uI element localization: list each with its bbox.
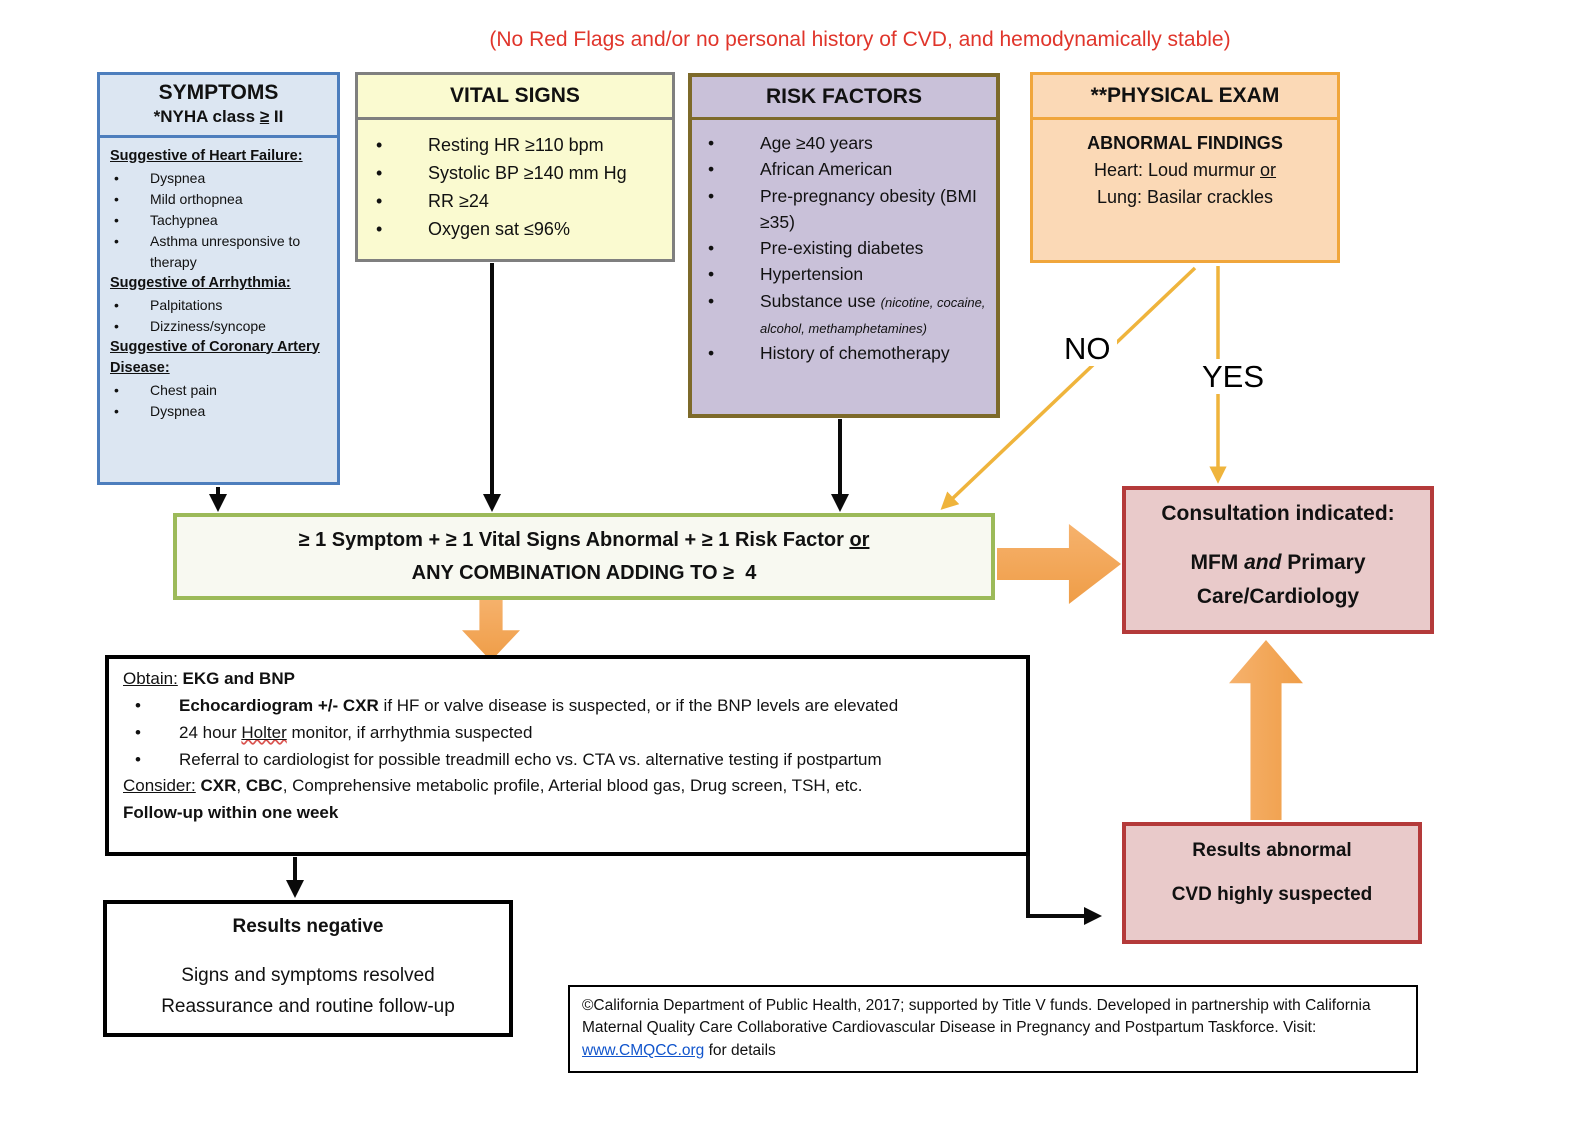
- list-item: • Age ≥40 years: [708, 130, 990, 156]
- risk-factors-title: RISK FACTORS: [692, 77, 996, 120]
- list-item-substance-use: • Substance use (nicotine, cocaine, alcohol, methamphetamines): [708, 288, 990, 341]
- bullet-icon: •: [114, 317, 119, 334]
- section-heading: Suggestive of Arrhythmia:: [110, 274, 291, 291]
- bullet-icon: •: [114, 169, 119, 186]
- followup-line: Follow-up within one week: [123, 803, 339, 823]
- bullet-icon: •: [135, 695, 141, 715]
- section-heading: Suggestive of Heart Failure:: [110, 148, 303, 164]
- physical-exam-title: **PHYSICAL EXAM: [1033, 75, 1337, 120]
- list-item: • Mild orthopnea: [110, 189, 329, 210]
- results-negative-line2: Reassurance and routine follow-up: [161, 996, 455, 1018]
- physical-exam-box: [1030, 72, 1340, 263]
- top-condition-note: (No Red Flags and/or no personal history of CVD, and hemodynamically stable): [489, 28, 1231, 51]
- arrow-workup-to-results-abnormal: [1028, 856, 1086, 916]
- bullet-icon: •: [376, 190, 383, 211]
- criteria-box: [173, 513, 995, 600]
- list-item: • Pre-pregnancy obesity (BMI ≥35): [708, 183, 990, 236]
- list-item: • History of chemotherapy: [708, 340, 990, 366]
- bullet-icon: •: [708, 290, 715, 311]
- bullet-icon: •: [135, 722, 141, 742]
- list-item: • Dyspnea: [110, 168, 329, 189]
- list-item: • Asthma unresponsive to therapy: [110, 231, 329, 273]
- list-item: • Tachypnea: [110, 210, 329, 231]
- vital-signs-body: [358, 120, 672, 252]
- branch-label-no: NO: [1058, 331, 1117, 366]
- consultation-detail: MFM and Primary Care/Cardiology: [1190, 551, 1366, 608]
- vital-signs-title: VITAL SIGNS: [358, 75, 672, 120]
- bullet-icon: •: [114, 403, 119, 419]
- list-item: • Hypertension: [708, 261, 990, 287]
- list-item: • Systolic BP ≥140 mm Hg: [376, 160, 664, 188]
- flow-arrow-abnormal-to-consultation: [1229, 640, 1303, 820]
- criteria-line2: ANY COMBINATION ADDING TO ≥ 4: [411, 561, 757, 584]
- symptoms-title: SYMPTOMS: [158, 81, 279, 104]
- section-heading: Suggestive of Coronary Artery Disease:: [110, 338, 320, 377]
- bullet-icon: •: [135, 749, 141, 769]
- bullet-icon: •: [114, 190, 119, 207]
- criteria-line1: ≥ 1 Symptom + ≥ 1 Vital Signs Abnormal + ≥ 1 Risk Factor or: [298, 528, 870, 551]
- bullet-icon: •: [708, 238, 715, 258]
- bullet-icon: •: [708, 159, 715, 180]
- bullet-icon: •: [708, 264, 715, 285]
- spacer: [107, 938, 509, 960]
- list-item: • Resting HR ≥110 bpm: [376, 132, 664, 160]
- bullet-icon: •: [114, 211, 119, 228]
- physical-exam-body: [1033, 120, 1337, 221]
- symptoms-header: [100, 75, 337, 138]
- results-abnormal-line2: CVD highly suspected: [1171, 884, 1373, 905]
- list-item: • African American: [708, 156, 990, 182]
- results-abnormal-box: [1122, 822, 1422, 944]
- list-item: • Dyspnea: [110, 401, 329, 422]
- list-item: • Palpitations: [110, 295, 329, 316]
- consultation-box: [1122, 486, 1434, 634]
- workup-item: • Referral to cardiologist for possible treadmill echo vs. CTA vs. alternative testing if postpartum: [123, 747, 1012, 774]
- risk-factors-body: [692, 120, 996, 372]
- cmqcc-link[interactable]: www.CMQCC.org: [582, 1041, 705, 1059]
- bullet-icon: •: [114, 382, 119, 398]
- credit-box: [568, 985, 1418, 1073]
- bullet-icon: •: [708, 133, 715, 153]
- list-item: • Dizziness/syncope: [110, 316, 329, 337]
- list-item: • Chest pain: [110, 380, 329, 401]
- results-negative-box: [103, 900, 513, 1037]
- results-negative-title: Results negative: [232, 916, 384, 937]
- list-item: • Oxygen sat ≤96%: [376, 216, 664, 244]
- consider-line: Consider: CXR, CBC, Comprehensive metabolic profile, Arterial blood gas, Drug screen, TSH, etc.: [123, 776, 863, 796]
- results-negative-line1: Signs and symptoms resolved: [181, 965, 435, 986]
- bullet-icon: •: [708, 185, 715, 206]
- list-item: • RR ≥24: [376, 188, 664, 216]
- workup-box: [105, 655, 1030, 856]
- credit-text-tail: for details: [704, 1041, 776, 1059]
- symptoms-body: [100, 138, 337, 428]
- risk-factors-box: [688, 73, 1000, 418]
- branch-label-yes: YES: [1196, 359, 1270, 394]
- list-item: • Pre-existing diabetes: [708, 235, 990, 261]
- bullet-icon: •: [114, 232, 119, 249]
- heart-finding: Heart: Loud murmur or: [1093, 160, 1277, 180]
- flow-arrow-criteria-to-workup: [462, 597, 520, 661]
- bullet-icon: •: [376, 162, 383, 183]
- bullet-icon: •: [114, 296, 119, 313]
- results-abnormal-title: Results abnormal: [1192, 840, 1352, 861]
- lung-finding: Lung: Basilar crackles: [1096, 187, 1274, 207]
- abnormal-findings-heading: ABNORMAL FINDINGS: [1087, 133, 1283, 153]
- flow-arrow-criteria-to-consultation: [997, 524, 1121, 604]
- credit-text: ©California Department of Public Health, 2017; supported by Title V funds. Developed in partnership with California Maternal Quality Care Collaborative Cardiovascular Disease in Pregnancy and Postpartum Taskforce. Visit:: [582, 997, 1371, 1037]
- consultation-title: Consultation indicated:: [1161, 502, 1395, 525]
- bullet-icon: •: [376, 135, 383, 155]
- workup-item: • 24 hour Holter monitor, if arrhythmia suspected: [123, 720, 1012, 747]
- bullet-icon: •: [376, 218, 383, 239]
- symptoms-subtitle: *NYHA class ≥ II: [153, 107, 284, 126]
- vital-signs-box: [355, 72, 675, 262]
- bullet-icon: •: [708, 343, 715, 363]
- obtain-line: Obtain: EKG and BNP: [123, 669, 295, 688]
- workup-item: • Echocardiogram +/- CXR if HF or valve disease is suspected, or if the BNP levels are elevated: [123, 693, 1012, 720]
- symptoms-box: [97, 72, 340, 485]
